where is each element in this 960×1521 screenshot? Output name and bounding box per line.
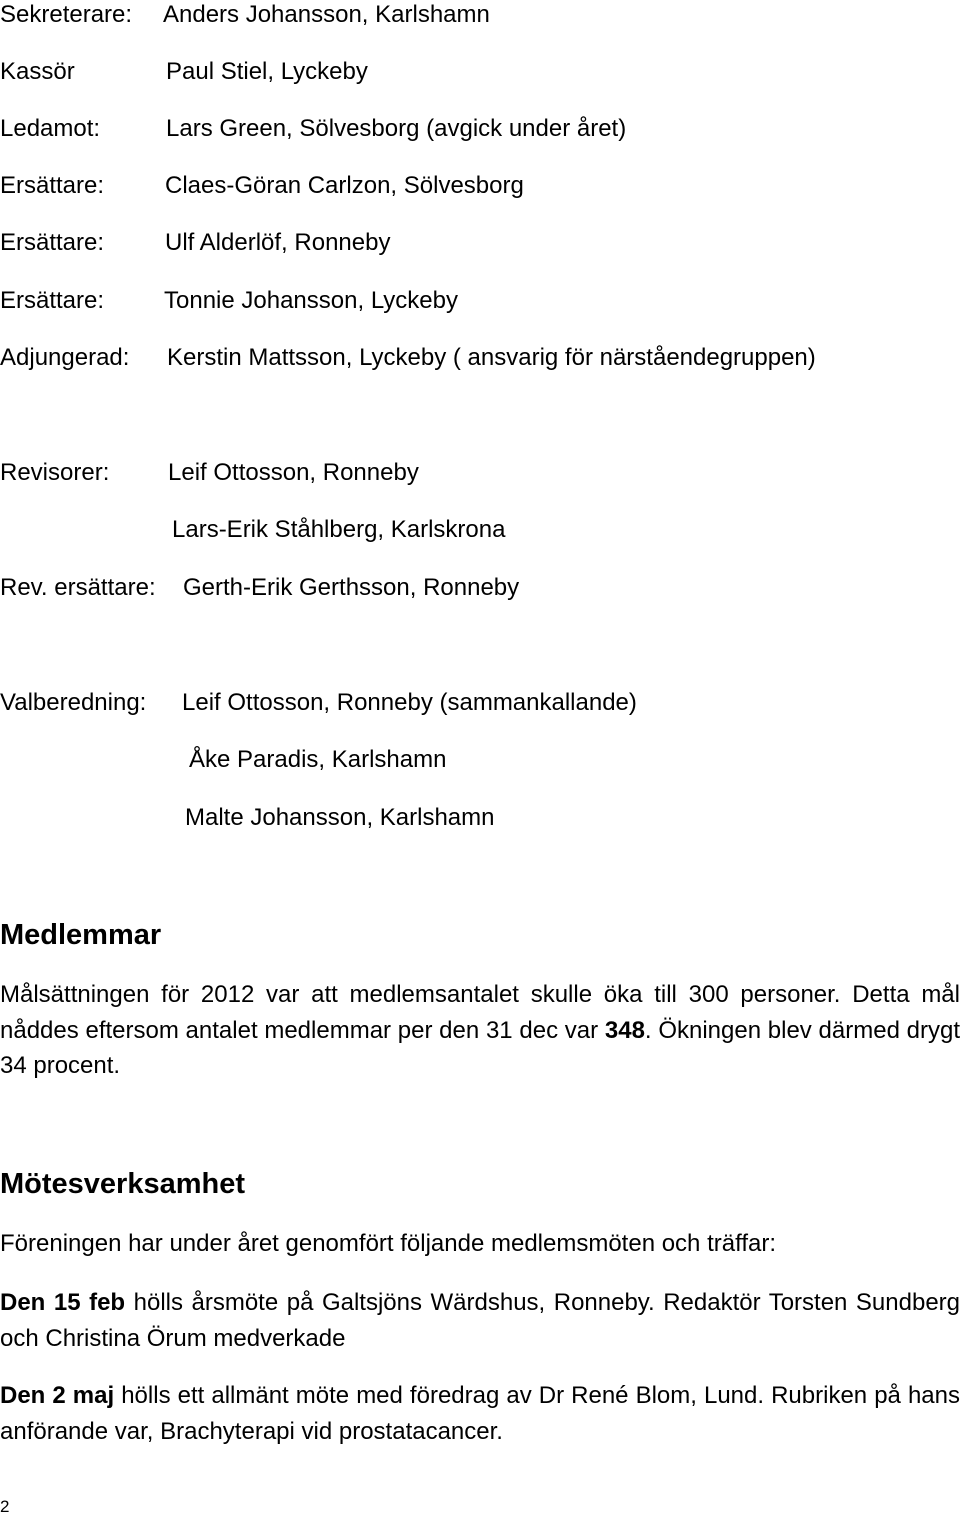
auditors-label: Revisorer: bbox=[0, 459, 110, 486]
board-member: Kerstin Mattsson, Lyckeby ( ansvarig för närståendegruppen) bbox=[167, 344, 816, 371]
board-member: Paul Stiel, Lyckeby bbox=[166, 58, 368, 85]
board-member: Lars Green, Sölvesborg (avgick under året) bbox=[166, 115, 627, 142]
page-number: 2 bbox=[0, 1497, 10, 1516]
meeting-item bbox=[0, 1285, 960, 1356]
members-text: Målsättningen för 2012 var att medlemsantalet skulle öka till 300 personer. Detta mål nåddes eftersom antalet medlemmar per den 31 dec var bbox=[0, 981, 960, 1044]
auditor-name: Leif Ottosson, Ronneby bbox=[168, 459, 419, 486]
board-role-label: Ersättare: bbox=[0, 229, 105, 256]
meeting-text: hölls årsmöte på Galtsjöns Wärdshus, Ronneby. Redaktör Torsten Sundberg och Christina Örum medverkade bbox=[0, 1289, 960, 1352]
board-role-label: Sekreterare: bbox=[0, 1, 133, 28]
board-member: Claes-Göran Carlzon, Sölvesborg bbox=[165, 172, 524, 199]
auditor-name: Lars-Erik Ståhlberg, Karlskrona bbox=[172, 516, 506, 543]
board-member: Ulf Alderlöf, Ronneby bbox=[165, 229, 391, 256]
meetings-heading: Mötesverksamhet bbox=[0, 1168, 245, 1200]
board-role-label: Ersättare: bbox=[0, 172, 105, 199]
members-count: 348 bbox=[604, 1016, 645, 1044]
board-role-label: Ersättare: bbox=[0, 287, 105, 314]
board-member: Tonnie Johansson, Lyckeby bbox=[164, 287, 458, 314]
meetings-intro: Föreningen har under året genomfört följande medlemsmöten och träffar: bbox=[0, 1230, 776, 1257]
board-role-label: Kassör bbox=[0, 58, 75, 85]
board-role-label: Ledamot: bbox=[0, 115, 101, 142]
members-heading: Medlemmar bbox=[0, 919, 162, 951]
board-role-label: Adjungerad: bbox=[0, 344, 130, 371]
meeting-item bbox=[0, 1378, 960, 1449]
nomination-member: Åke Paradis, Karlshamn bbox=[189, 746, 447, 773]
members-text-end: . Ökningen blev därmed drygt 34 procent. bbox=[0, 1016, 960, 1079]
board-member: Anders Johansson, Karlshamn bbox=[163, 1, 490, 28]
nomination-member: Leif Ottosson, Ronneby (sammankallande) bbox=[182, 689, 637, 716]
meeting-text: hölls ett allmänt möte med föredrag av Dr René Blom, Lund. Rubriken på hans anförande var, Brachyterapi vid prostatacancer. bbox=[0, 1382, 960, 1445]
nomination-member: Malte Johansson, Karlshamn bbox=[185, 804, 495, 831]
meeting-date: Den 2 maj bbox=[0, 1382, 115, 1409]
deputy-auditor-name: Gerth-Erik Gerthsson, Ronneby bbox=[183, 574, 520, 601]
members-paragraph bbox=[0, 977, 960, 1084]
nomination-label: Valberedning: bbox=[0, 689, 147, 716]
deputy-auditor-label: Rev. ersättare: bbox=[0, 574, 156, 601]
meeting-date: Den 15 feb bbox=[0, 1289, 126, 1316]
